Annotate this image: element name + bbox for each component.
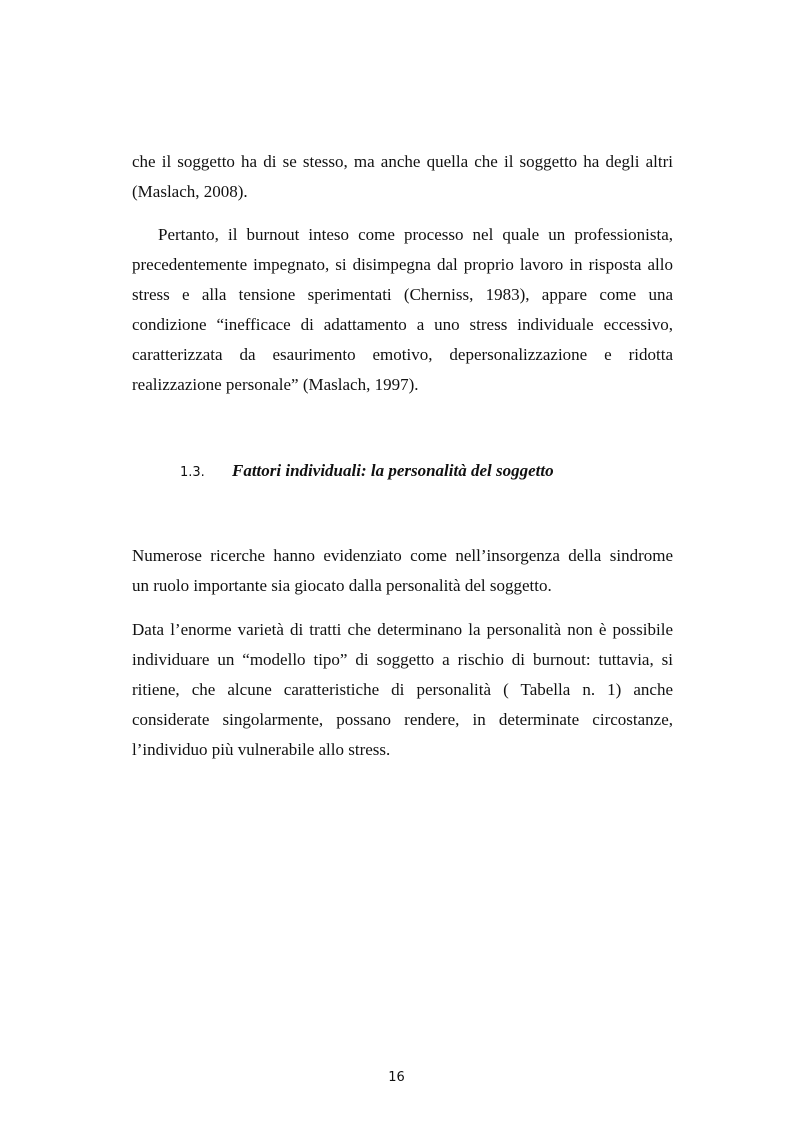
paragraph-line: ritiene, che alcune caratteristiche di personalità ( Tabella n. 1) anche	[132, 680, 673, 699]
paragraph-line: condizione “inefficace di adattamento a uno stress individuale eccessivo,	[132, 315, 673, 334]
paragraph-continuation	[132, 147, 673, 207]
paragraph-research	[132, 541, 673, 601]
paragraph-line: che il soggetto ha di se stesso, ma anche quella che il soggetto ha degli altri	[132, 152, 673, 171]
paragraph-line: un ruolo importante sia giocato dalla personalità del soggetto.	[132, 576, 552, 595]
paragraph-line: individuare un “modello tipo” di soggetto a rischio di burnout: tuttavia, si	[132, 650, 673, 669]
paragraph-line: (Maslach, 2008).	[132, 182, 248, 201]
paragraph-line: Data l’enorme varietà di tratti che determinano la personalità non è possibile	[132, 620, 673, 639]
paragraph-line: Pertanto, il burnout inteso come processo nel quale un professionista,	[158, 225, 673, 244]
section-title: Fattori individuali: la personalità del soggetto	[232, 461, 554, 480]
paragraph-line: considerate singolarmente, possano rendere, in determinate circostanze,	[132, 710, 673, 729]
paragraph-personality-traits	[132, 615, 673, 765]
paragraph-line: precedentemente impegnato, si disimpegna dal proprio lavoro in risposta allo	[132, 255, 673, 274]
page-number: 16	[388, 1070, 405, 1085]
section-heading	[180, 456, 554, 488]
section-number: 1.3.	[180, 465, 205, 480]
paragraph-line: stress e alla tensione sperimentati (Cherniss, 1983), appare come una	[132, 285, 673, 304]
paragraph-burnout-definition	[132, 220, 673, 400]
paragraph-line: caratterizzata da esaurimento emotivo, depersonalizzazione e ridotta	[132, 345, 673, 364]
paragraph-line: l’individuo più vulnerabile allo stress.	[132, 740, 391, 759]
paragraph-line: realizzazione personale” (Maslach, 1997).	[132, 375, 419, 394]
paragraph-line: Numerose ricerche hanno evidenziato come nell’insorgenza della sindrome	[132, 546, 673, 565]
